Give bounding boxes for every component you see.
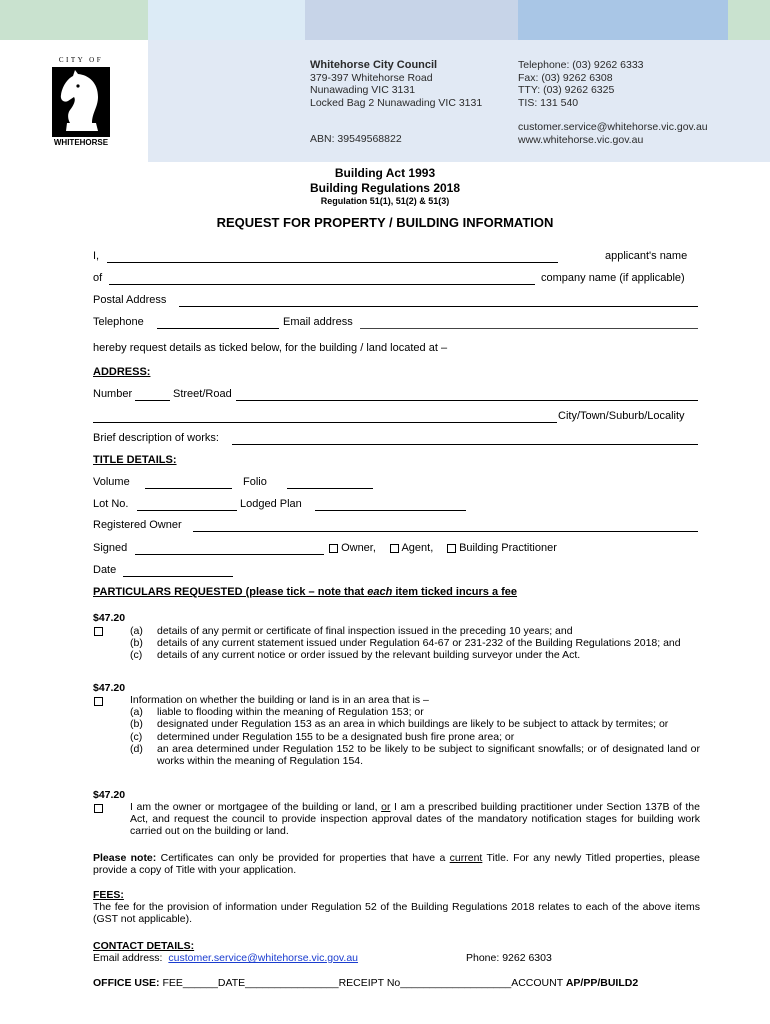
folio-label: Folio [243,476,267,488]
council-logo [52,56,110,148]
logo-top-text: CITY OF [58,56,104,64]
contact-line: TTY: (03) 9262 6325 [518,84,615,96]
company-label: company name (if applicable) [541,272,685,284]
fee-2: $47.20 [93,682,126,694]
particulars-heading-b: item ticked incurs a fee [392,586,518,598]
practitioner-checkbox[interactable] [447,544,456,553]
contact-email-row [93,952,358,964]
header-band-darkblue [518,0,728,40]
lodged-label: Lodged Plan [240,498,302,510]
office-date: DATE________________ [217,977,339,989]
contact-email-link[interactable]: customer.service@whitehorse.vic.gov.au [168,952,359,964]
applicant-name-field[interactable] [107,262,558,263]
fee-1: $47.20 [93,612,126,624]
section1-checkbox[interactable] [94,627,103,636]
postal-address-field[interactable] [179,306,698,307]
i-label: I, [93,250,100,262]
agent-checkbox[interactable] [390,544,399,553]
section2-checkbox[interactable] [94,697,103,706]
contact-line: Fax: (03) 9262 6308 [518,71,613,84]
lot-label: Lot No. [93,498,129,510]
s1-item-text: details of any current notice or order issued by the relevant building surveyor under the Act. [157,649,581,662]
s2-item-key: (b) [130,718,143,731]
street-label: Street/Road [173,388,232,400]
owner-option-label: Owner, [341,542,376,554]
please-note-b: Title. For any newly Titled properties, please provide a copy of Title with your application. [93,852,701,877]
s1-item-text: details of any current statement issued under Regulation 64-67 or 231-232 of the Building Regulations 2018; and [157,637,681,650]
owner-label: Registered Owner [93,519,182,531]
address-line: Nunawading VIC 3131 [310,84,416,96]
council-name: Whitehorse City Council [310,59,438,71]
particulars-heading-a: PARTICULARS REQUESTED (please tick – note that [93,586,368,598]
contact-phone: Phone: 9262 6303 [466,952,552,964]
section2-list [130,694,700,767]
telephone-label: Telephone [93,316,144,328]
header-band-lightblue [148,0,305,40]
title-act: Building Act 1993 [334,166,436,180]
works-field[interactable] [232,444,698,445]
folio-field[interactable] [287,488,373,489]
company-name-field[interactable] [109,284,535,285]
address-line: 379-397 Whitehorse Road [310,71,433,84]
office-use-row [93,977,638,989]
date-field[interactable] [123,576,233,577]
volume-field[interactable] [145,488,232,489]
date-label: Date [93,564,117,576]
volume-label: Volume [93,476,130,488]
postal-label: Postal Address [93,294,167,306]
please-note [93,852,700,876]
chess-knight-icon [52,67,110,137]
s3-text-b: I am a prescribed building practitioner under Section 137B of the Act, and request the council to provide inspection approval dates of the mandatory notification stages for building work carried out on the building or land. [130,801,700,838]
fee-3: $47.20 [93,789,126,801]
title-regulation: Regulation 51(1), 51(2) & 51(3) [320,196,450,206]
particulars-heading [93,586,517,598]
office-account-code: AP/PP/BUILD2 [565,977,639,989]
signature-field[interactable] [135,554,324,555]
works-label: Brief description of works: [93,432,219,444]
please-note-label: Please note: [93,852,157,864]
title-regs: Building Regulations 2018 [309,181,461,195]
owner-option[interactable] [329,542,376,554]
street-field[interactable] [236,400,698,401]
header-band-green-right [728,0,770,40]
locality-label: City/Town/Suburb/Locality [558,410,685,422]
applicant-label: applicant's name [605,250,688,262]
title-details-heading: TITLE DETAILS: [93,454,177,466]
fees-heading: FEES: [93,889,124,901]
s1-item-key: (b) [130,637,143,650]
owner-checkbox[interactable] [329,544,338,553]
office-receipt: RECEIPT No___________________ [338,977,512,989]
header-website: www.whitehorse.vic.gov.au [518,133,644,146]
council-contact-block [518,59,644,109]
agent-option-label: Agent, [401,542,434,554]
s3-text-a: I am the owner or mortgagee of the building or land, [130,801,382,813]
s1-item-key: (c) [130,649,143,662]
registered-owner-field[interactable] [193,531,698,532]
contact-line: TIS: 131 540 [518,96,579,109]
web-contact-block [518,121,708,146]
practitioner-option-label: Building Practitioner [459,542,557,554]
telephone-field[interactable] [157,328,279,329]
particulars-heading-em: each [367,586,393,598]
office-fee: FEE______ [162,977,218,989]
s1-item-key: (a) [130,625,143,637]
email-field[interactable] [360,328,698,329]
s2-item-key: (c) [130,730,143,743]
please-note-current: current [449,852,483,864]
header-email: customer.service@whitehorse.vic.gov.au [518,121,708,133]
s2-item-key: (d) [130,742,143,755]
contact-line: Telephone: (03) 9262 6333 [518,59,644,71]
number-label: Number [93,388,133,400]
agent-option[interactable] [390,542,433,554]
s2-item-key: (a) [130,706,143,719]
please-note-a: Certificates can only be provided for properties that have a [156,852,450,864]
office-account-label: ACCOUNT [511,977,566,989]
page-title: REQUEST FOR PROPERTY / BUILDING INFORMATION [216,215,554,230]
logo-bottom-text: WHITEHORSE [53,138,109,147]
council-address-block [310,59,482,109]
s2-item-text: an area determined under Regulation 152 to be likely to be subject to significant snowfalls; or of designated land or works within the meaning of Regulation 154. [157,742,700,768]
address-heading: ADDRESS: [93,366,151,378]
office-use-label: OFFICE USE: [93,977,160,989]
practitioner-option[interactable] [447,542,557,554]
s1-item-text: details of any permit or certificate of final inspection issued in the preceding 10 years; and [157,625,573,637]
section1-list [130,625,700,662]
contact-heading: CONTACT DETAILS: [93,940,195,952]
email-label: Email address [283,316,353,328]
s2-item-text: determined under Regulation 155 to be a designated bush fire prone area; or [157,730,515,743]
section3-checkbox[interactable] [94,804,103,813]
locality-field[interactable] [93,422,557,423]
contact-email-label: Email address: [93,952,163,964]
number-field[interactable] [135,400,170,401]
s2-item-text: designated under Regulation 153 as an area in which buildings are likely to be subject to attack by termites; or [157,718,669,731]
section3-text [130,801,700,838]
lodged-plan-field[interactable] [315,510,466,511]
abn: ABN: 39549568822 [310,133,402,145]
lot-field[interactable] [137,510,237,511]
header-band-blue [305,0,518,40]
fees-text: The fee for the provision of information under Regulation 52 of the Building Regulations 2018 relates to each of the above items (GST not applicable). [93,901,700,926]
signed-label: Signed [93,542,128,554]
of-label: of [93,272,103,284]
s3-or: or [381,801,391,813]
address-line: Locked Bag 2 Nunawading VIC 3131 [310,96,483,109]
s2-intro: Information on whether the building or land is in an area that is – [130,694,429,706]
request-text: hereby request details as ticked below, for the building / land located at – [93,342,448,354]
header-band-green [0,0,148,40]
s2-item-text: liable to flooding within the meaning of Regulation 153; or [157,706,424,719]
